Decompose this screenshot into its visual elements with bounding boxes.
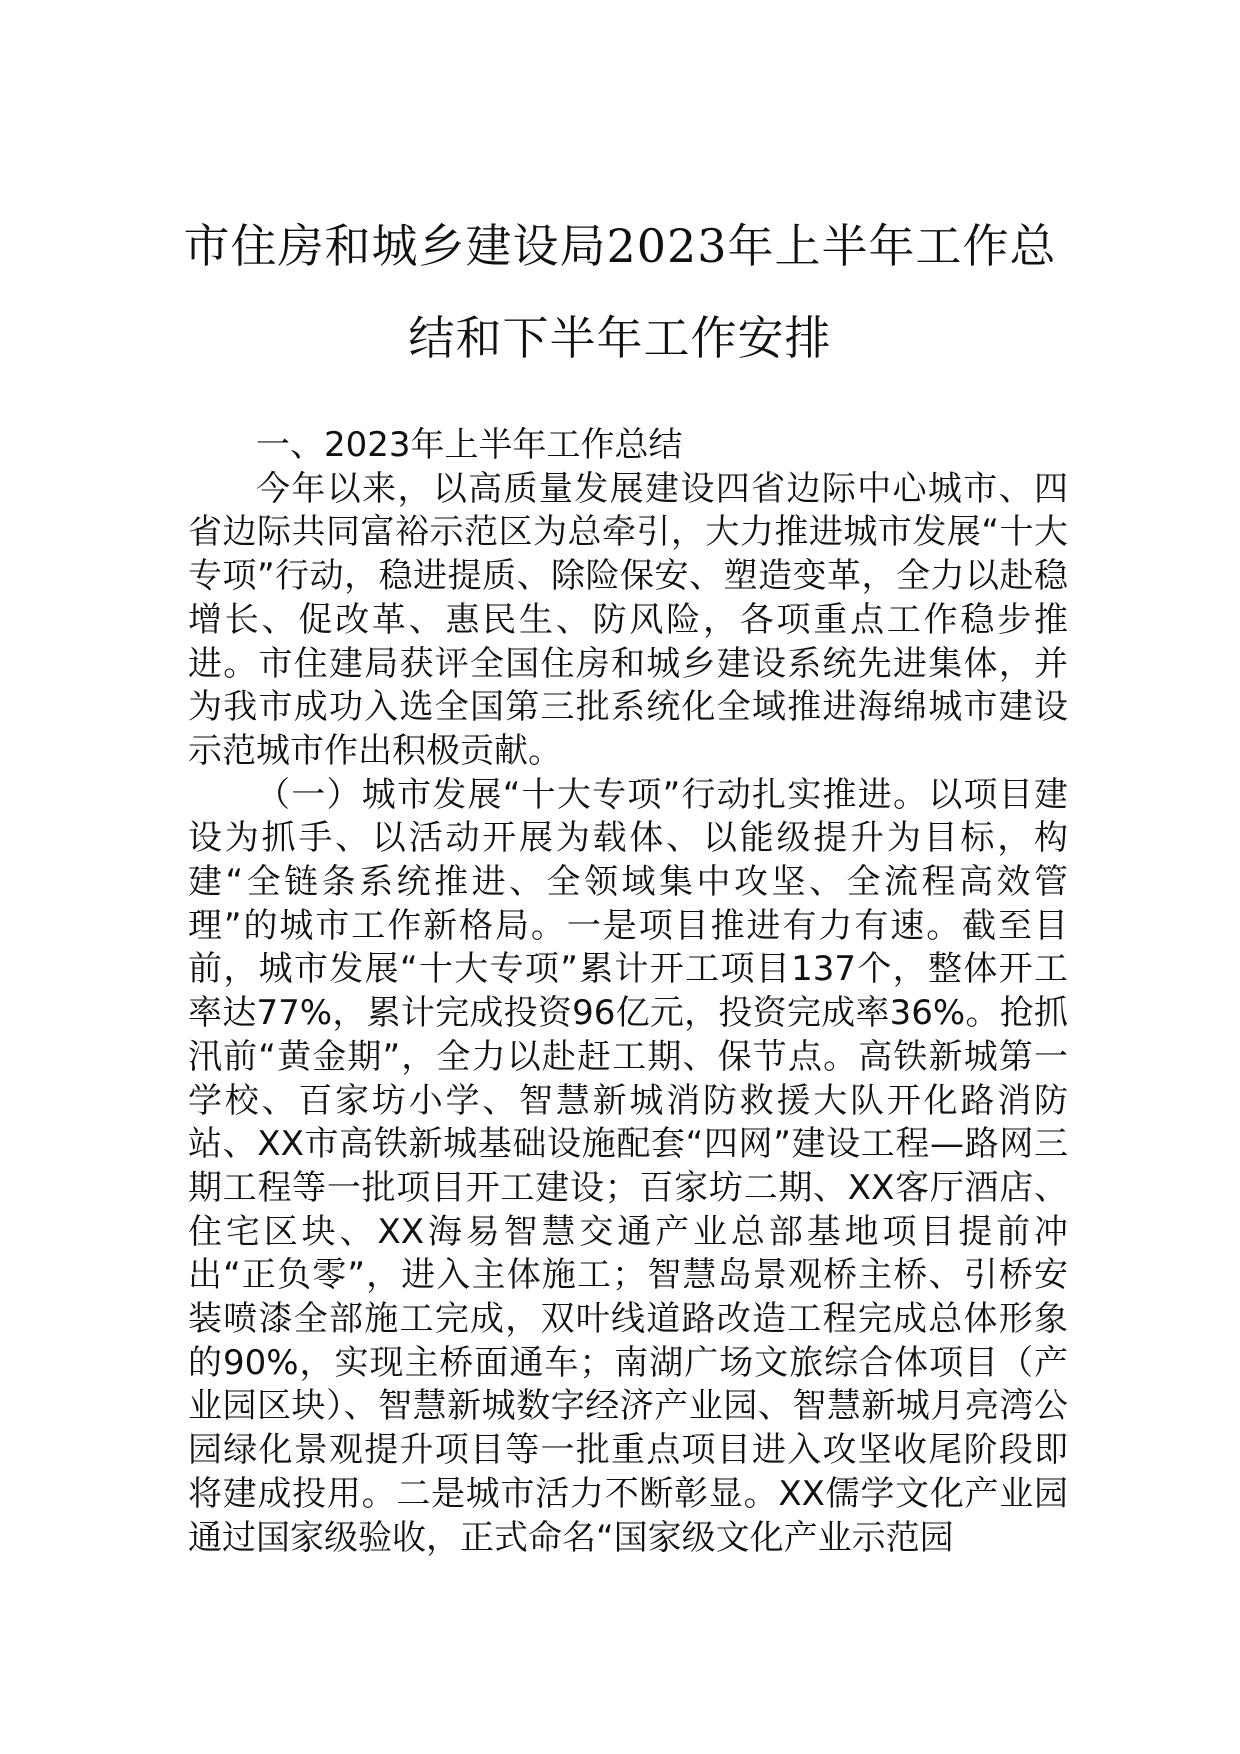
section-heading: 一、2023年上半年工作总结 bbox=[256, 425, 683, 465]
document-title-line-2: 结和下半年工作安排 bbox=[408, 311, 832, 365]
paragraph-1: 今年以来，以高质量发展建设四省边际中心城市、四省边际共同富裕示范区为总牵引，大力推进城市发展“十大专项”行动，稳进提质、除险保安、塑造变革，全力以赴稳增长、促改革、惠民生、防风险，各项重点工作稳步推进。市住建局获评全国住房和城乡建设系统先进集体，并为我市成功入选全国第三批系统化全域推进海绵城市建设示范城市作出积极贡献。 bbox=[188, 468, 1068, 771]
paragraph-2: （一）城市发展“十大专项”行动扎实推进。以项目建设为抓手、以活动开展为载体、以能级提升为目标，构建“全链条系统推进、全领域集中攻坚、全流程高效管理”的城市工作新格局。一是项目推进有力有速。截至目前，城市发展“十大专项”累计开工项目137个，整体开工率达77%，累计完成投资96亿元，投资完成率36%。抢抓汛前“黄金期”，全力以赴赶工期、保节点。高铁新城第一学校、百家坊小学、智慧新城消防救援大队开化路消防站、XX市高铁新城基础设施配套“四网”建设工程—路网三期工程等一批项目开工建设；百家坊二期、XX客厅酒店、住宅区块、XX海易智慧交通产业总部基地项目提前冲出“正负零”，进入主体施工；智慧岛景观桥主桥、引桥安装喷漆全部施工完成，双叶线道路改造工程完成总体形象的90%，实现主桥面通车；南湖广场文旅综合体项目（产业园区块）、智慧新城数字经济产业园、智慧新城月亮湾公园绿化景观提升项目等一批重点项目进入攻坚收尾阶段即将建成投用。二是城市活力不断彰显。XX儒学文化产业园通过国家级验收，正式命名“国家级文化产业示范园 bbox=[188, 774, 1068, 1558]
document-body bbox=[188, 424, 1068, 1560]
document-title-line-1: 市住房和城乡建设局2023年上半年工作总 bbox=[183, 219, 1057, 273]
